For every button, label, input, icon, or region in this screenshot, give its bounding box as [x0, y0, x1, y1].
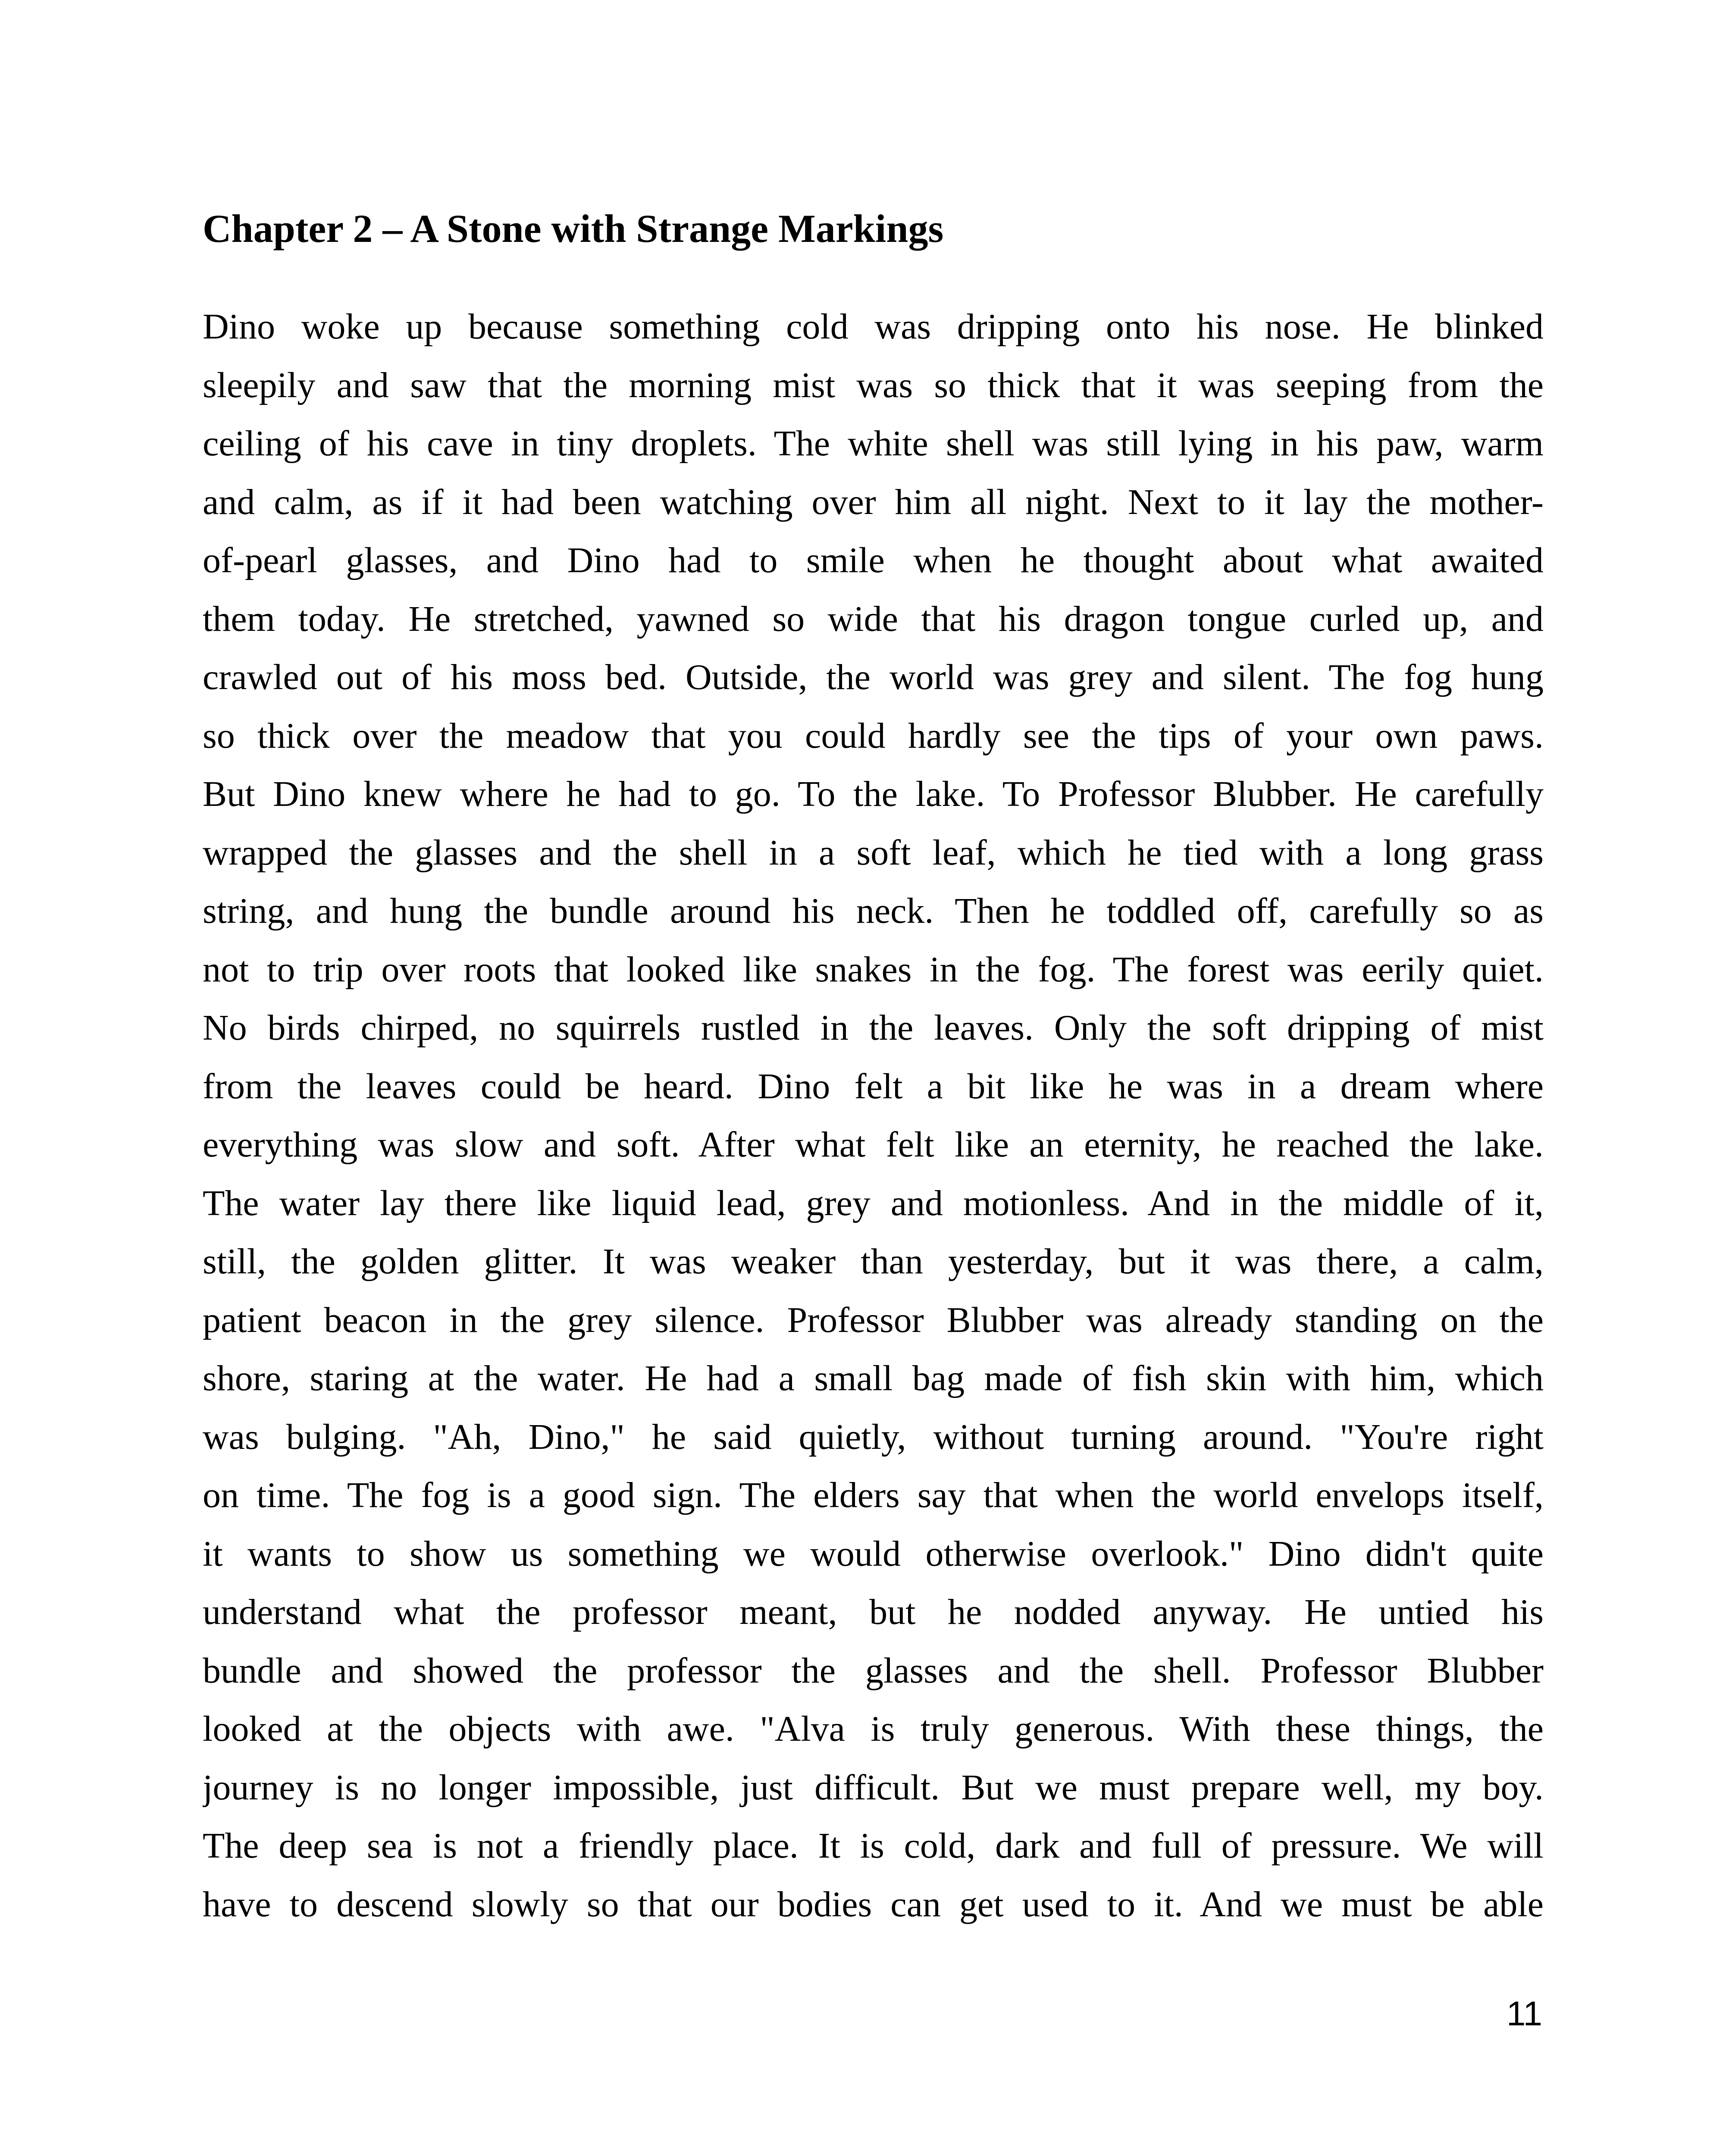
text-line: them today. He stretched, yawned so wide that his dragon tongue curled up, and — [203, 599, 1544, 639]
text-line: and calm, as if it had been watching over him all night. Next to it lay the mother- — [203, 482, 1544, 522]
text-line: shore, staring at the water. He had a small bag made of fish skin with him, which — [203, 1358, 1544, 1398]
text-line: But Dino knew where he had to go. To the lake. To Professor Blubber. He carefully — [203, 774, 1544, 814]
text-line: string, and hung the bundle around his neck. Then he toddled off, carefully so as — [203, 891, 1544, 931]
text-line: No birds chirped, no squirrels rustled in the leaves. Only the soft dripping of mist — [203, 1008, 1544, 1048]
text-line: sleepily and saw that the morning mist was so thick that it was seeping from the — [203, 365, 1544, 405]
text-line: so thick over the meadow that you could hardly see the tips of your own paws. — [203, 715, 1544, 756]
text-line: bundle and showed the professor the glasses and the shell. Professor Blubber — [203, 1650, 1544, 1691]
text-line: have to descend slowly so that our bodies can get used to it. And we must be able — [203, 1884, 1544, 1924]
text-line: not to trip over roots that looked like snakes in the fog. The forest was eerily quiet. — [203, 949, 1544, 990]
text-line: everything was slow and soft. After what felt like an eternity, he reached the lake. — [203, 1125, 1544, 1165]
text-line: of-pearl glasses, and Dino had to smile when he thought about what awaited — [203, 540, 1544, 580]
text-line: from the leaves could be heard. Dino felt a bit like he was in a dream where — [203, 1066, 1544, 1106]
text-line: crawled out of his moss bed. Outside, the world was grey and silent. The fog hung — [203, 657, 1544, 697]
text-line: The deep sea is not a friendly place. It is cold, dark and full of pressure. We will — [203, 1826, 1544, 1866]
text-line: ceiling of his cave in tiny droplets. The white shell was still lying in his paw, warm — [203, 423, 1544, 464]
body-paragraph — [203, 298, 1544, 1979]
text-line: looked at the objects with awe. "Alva is truly generous. With these things, the — [203, 1709, 1544, 1749]
text-line: on time. The fog is a good sign. The elders say that when the world envelops itself, — [203, 1475, 1544, 1515]
text-line: Dino woke up because something cold was dripping onto his nose. He blinked — [203, 307, 1544, 347]
text-line: wrapped the glasses and the shell in a soft leaf, which he tied with a long grass — [203, 832, 1544, 873]
text-line: The water lay there like liquid lead, grey and motionless. And in the middle of it, — [203, 1183, 1544, 1223]
page-number: 11 — [1506, 1994, 1542, 2033]
text-line: still, the golden glitter. It was weaker than yesterday, but it was there, a calm, — [203, 1241, 1544, 1282]
text-line: journey is no longer impossible, just difficult. But we must prepare well, my boy. — [203, 1767, 1544, 1808]
text-line: it wants to show us something we would otherwise overlook." Dino didn't quite — [203, 1533, 1544, 1574]
text-line: was bulging. "Ah, Dino," he said quietly, without turning around. "You're right — [203, 1416, 1544, 1457]
chapter-title: Chapter 2 – A Stone with Strange Markings — [203, 207, 944, 251]
text-line: patient beacon in the grey silence. Professor Blubber was already standing on the — [203, 1300, 1544, 1340]
text-line: understand what the professor meant, but he nodded anyway. He untied his — [203, 1592, 1544, 1632]
